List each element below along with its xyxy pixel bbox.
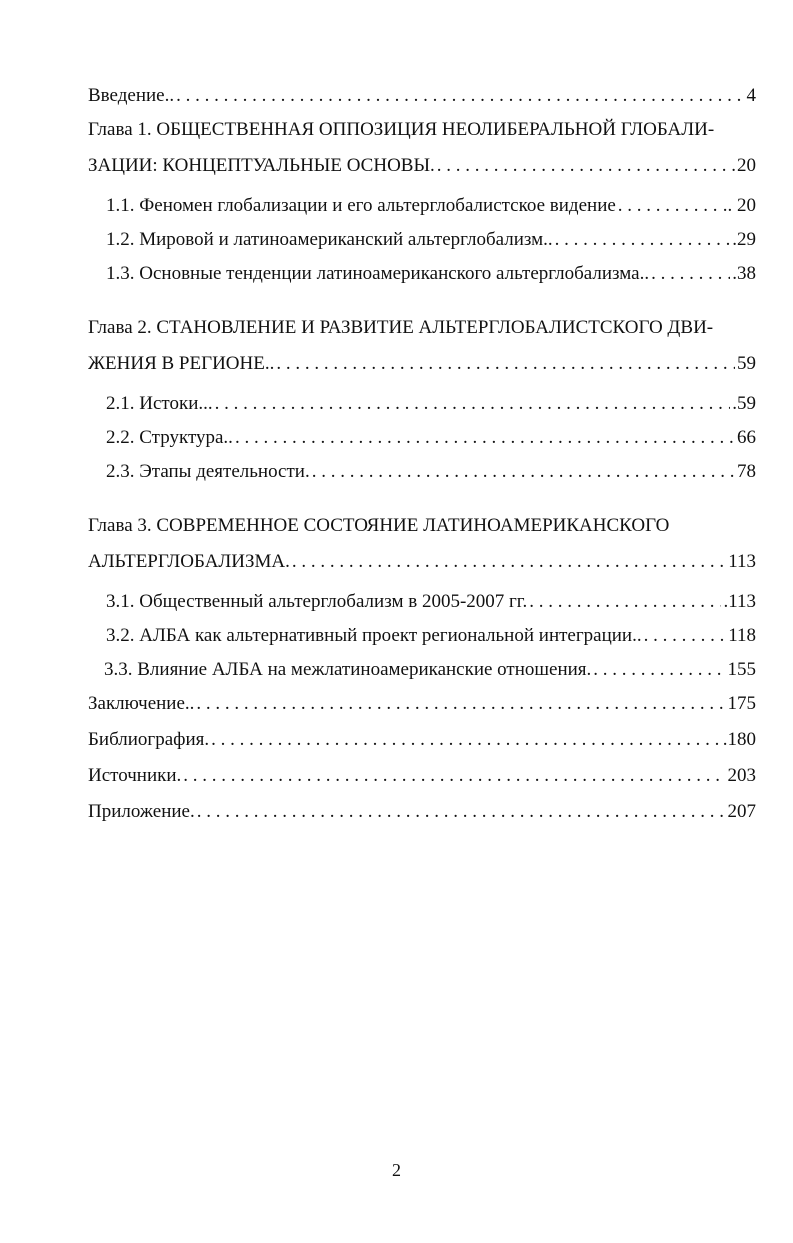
toc-entry-page: 59: [737, 353, 756, 374]
toc-entry-label: 3.2. АЛБА как альтернативный проект региональной интеграции..: [106, 625, 642, 646]
toc-section-1-2: [88, 228, 756, 252]
toc-entry-page: 203: [727, 765, 756, 786]
toc-entry-page: 66: [737, 427, 756, 448]
dot-leader: [183, 764, 725, 788]
toc-section-2-2: [88, 426, 756, 450]
toc-entry-label: Источники.: [88, 765, 182, 786]
dot-leader: [644, 624, 727, 648]
dot-leader: [618, 194, 721, 218]
toc-entry-label: 2.3. Этапы деятельности.: [106, 461, 310, 482]
toc-entry-page: .38: [732, 263, 756, 284]
toc-entry-page: .59: [732, 393, 756, 414]
toc-entry-page: 20: [737, 155, 756, 176]
toc-entry-label: 2.2. Структура..: [106, 427, 233, 448]
toc-section-2-1: [88, 392, 756, 416]
dot-leader: [197, 800, 726, 824]
toc-section-2-3: [88, 460, 756, 484]
toc-entry-conclusion: [88, 692, 756, 716]
dot-leader: [276, 352, 735, 376]
dot-leader: [235, 426, 735, 450]
toc-entry-page: .29: [732, 229, 756, 250]
dot-leader: [529, 590, 721, 614]
dot-leader: [651, 262, 730, 286]
toc-entry-page: 78: [737, 461, 756, 482]
toc-entry-page: .113: [723, 591, 756, 612]
toc-entry-label: Приложение.: [88, 801, 195, 822]
chapter-3-title-line1: Глава 3. СОВРЕМЕННОЕ СОСТОЯНИЕ ЛАТИНОАМЕРИКАНСКОГО: [88, 515, 670, 536]
toc-entry-page: 175: [727, 693, 756, 714]
toc-section-3-2: [88, 624, 756, 648]
toc-entry-label: АЛЬТЕРГЛОБАЛИЗМА.: [88, 551, 290, 572]
chapter-3-title-line2: [88, 550, 756, 574]
table-of-contents: [88, 78, 756, 824]
toc-entry-label: Библиография.: [88, 729, 210, 750]
toc-entry-label: Введение..: [88, 85, 175, 106]
toc-entry-sources: [88, 764, 756, 788]
dot-leader: [196, 692, 725, 716]
dot-leader: [211, 728, 721, 752]
toc-entry-intro: [88, 84, 756, 108]
toc-entry-label: 1.1. Феномен глобализации и его альтерглобалистское видение: [106, 195, 616, 216]
toc-entry-page: 118: [728, 625, 756, 646]
dot-leader: [312, 460, 735, 484]
toc-entry-page: .180: [722, 729, 756, 750]
dot-leader: [215, 392, 731, 416]
toc-entry-page: 207: [727, 801, 756, 822]
toc-section-3-3: [88, 658, 756, 682]
toc-entry-page: 4: [746, 85, 756, 106]
toc-entry-label: Заключение..: [88, 693, 195, 714]
toc-section-1-1: [88, 194, 756, 218]
chapter-2-title-line1: Глава 2. СТАНОВЛЕНИЕ И РАЗВИТИЕ АЛЬТЕРГЛОБАЛИСТСКОГО ДВИ-: [88, 317, 714, 338]
dot-leader: [176, 84, 744, 108]
toc-entry-label: 3.3. Влияние АЛБА на межлатиноамериканские отношения.: [104, 659, 592, 680]
page-number: 2: [392, 1160, 401, 1180]
toc-entry-appendix: [88, 800, 756, 824]
toc-entry-label: ЖЕНИЯ В РЕГИОНЕ..: [88, 353, 275, 374]
toc-entry-label: 2.1. Истоки...: [106, 393, 213, 414]
dot-leader: [437, 154, 735, 178]
toc-entry-page: 155: [727, 659, 756, 680]
dot-leader: [555, 228, 731, 252]
toc-section-3-1: [88, 590, 756, 614]
toc-entry-page: 113: [728, 551, 756, 572]
chapter-1-title-line1: Глава 1. ОБЩЕСТВЕННАЯ ОППОЗИЦИЯ НЕОЛИБЕРАЛЬНОЙ ГЛОБАЛИ-: [88, 119, 715, 140]
toc-entry-label: ЗАЦИИ: КОНЦЕПТУАЛЬНЫЕ ОСНОВЫ.: [88, 155, 435, 176]
toc-entry-label: 3.1. Общественный альтерглобализм в 2005-2007 гг.: [106, 591, 528, 612]
toc-entry-label: 1.3. Основные тенденции латиноамериканского альтерглобализма..: [106, 263, 650, 284]
toc-entry-page: .. 20: [722, 195, 756, 216]
toc-entry-bibliography: [88, 728, 756, 752]
chapter-2-title-line2: [88, 352, 756, 376]
chapter-1-title-line2: [88, 154, 756, 178]
dot-leader: [292, 550, 726, 574]
dot-leader: [593, 658, 725, 682]
toc-entry-label: 1.2. Мировой и латиноамериканский альтерглобализм..: [106, 229, 553, 250]
toc-section-1-3: [88, 262, 756, 286]
